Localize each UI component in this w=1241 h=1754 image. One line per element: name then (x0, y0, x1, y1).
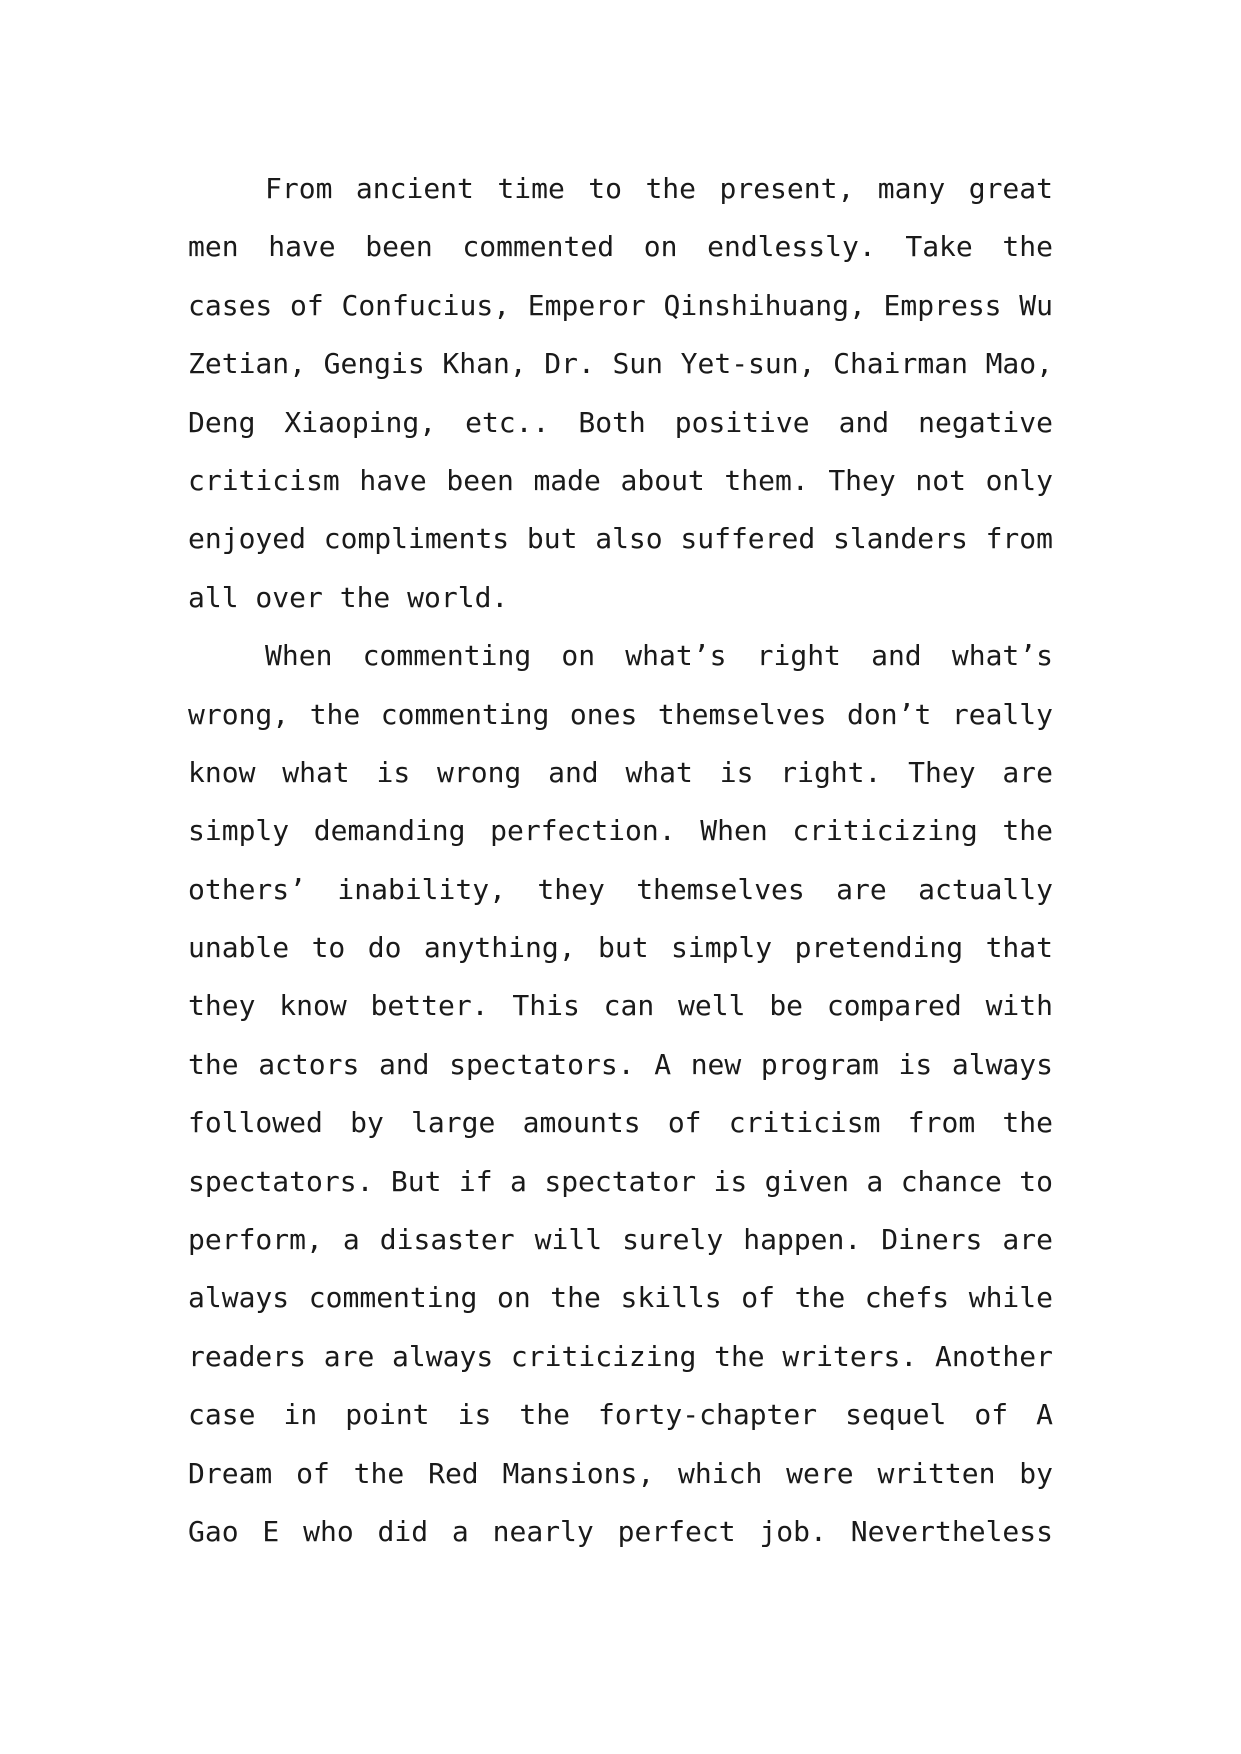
text-line: all over the world. (188, 580, 509, 614)
paragraph-1 (188, 160, 1053, 627)
text-line: criticism have been made about them. They not only (188, 463, 1053, 497)
text-line: enjoyed compliments but also suffered slanders from (188, 522, 1053, 556)
text-line: unable to do anything, but simply pretending that (188, 931, 1053, 965)
text-line: simply demanding perfection. When criticizing the (188, 814, 1053, 848)
text-line: spectators. But if a spectator is given a chance to (188, 1164, 1053, 1198)
text-line: Deng Xiaoping, etc.. Both positive and negative (188, 405, 1053, 439)
text-line: the actors and spectators. A new program is always (188, 1047, 1053, 1081)
text-line: When commenting on what’s right and what’s (265, 639, 1053, 673)
text-line: always commenting on the skills of the chefs while (188, 1281, 1053, 1315)
text-line: Gao E who did a nearly perfect job. Nevertheless (188, 1514, 1053, 1548)
body-text (188, 160, 1053, 1561)
text-line: men have been commented on endlessly. Take the (188, 230, 1053, 264)
text-line: case in point is the forty-chapter sequel of A (188, 1398, 1053, 1432)
text-line: wrong, the commenting ones themselves don’t really (188, 697, 1053, 731)
text-line: others’ inability, they themselves are actually (188, 872, 1053, 906)
paragraph-2 (188, 627, 1053, 1561)
text-line: cases of Confucius, Emperor Qinshihuang, Empress Wu (188, 288, 1053, 322)
text-line: followed by large amounts of criticism from the (188, 1106, 1053, 1140)
text-line: perform, a disaster will surely happen. Diners are (188, 1223, 1053, 1257)
text-line: Zetian, Gengis Khan, Dr. Sun Yet-sun, Chairman Mao, (188, 347, 1053, 381)
text-line: know what is wrong and what is right. They are (188, 755, 1053, 789)
text-line: Dream of the Red Mansions, which were written by (188, 1456, 1053, 1490)
text-line: From ancient time to the present, many great (265, 172, 1053, 205)
text-line: readers are always criticizing the writers. Another (188, 1339, 1053, 1373)
text-line: they know better. This can well be compared with (188, 989, 1053, 1023)
